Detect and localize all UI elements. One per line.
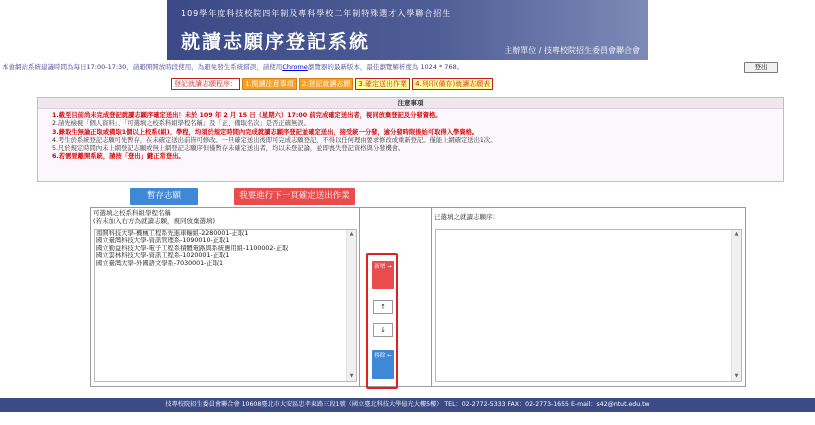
list-item[interactable]: 國立臺灣科技大學-資訊管理系-1090010-正取1 [96, 237, 230, 245]
step-bar [171, 78, 493, 90]
notes-heading: 注意事項 [38, 98, 783, 109]
list-item[interactable]: 國立勤益科技大學-電子工程系積體電路與系統應用組-1100002-正取 [96, 244, 289, 252]
notice-text-before: 本會網站系統建議時間為每日17:00-17:30，請避開開放時段使用，為避免發生系統錯誤，請使用 [2, 63, 283, 71]
control-frame [366, 253, 398, 389]
move-down-button[interactable]: ↓ [373, 323, 393, 337]
note-item: 6.若需要離開系統，請按「登出」鍵正常登出。 [52, 153, 185, 161]
step-3[interactable]: 3.確定送出作業 [355, 78, 410, 90]
selected-list[interactable] [435, 229, 742, 382]
note-item: 3.錄取生無論正取或備取1個以上校系(組)、學程，均須於規定時間內完成就讀志願序登記並確定送出，接受統一分發，逾分發時限後始可取得入學資格。 [52, 128, 479, 136]
notes-panel [37, 97, 784, 182]
footer: 技專校院招生委員會聯合會 10608臺北市大安區忠孝東路三段1號（國立臺北科技大學億光大樓5樓） TEL：02-2772-5333 FAX：02-2773-1655 E-mail：s42@ntut.edu.tw [0, 398, 815, 412]
organizer-label: 主辦單位 / 技專校院招生委員會聯合會 [504, 46, 640, 55]
list-item[interactable]: 國立雲林科技大學-資訊工程系-1020001-正取1 [96, 252, 230, 260]
step-lead-label: 登記就讀志願程序： [171, 78, 240, 90]
scroll-down-icon[interactable]: ▼ [734, 373, 739, 379]
note-item: 5.凡於規定時間內未上網登記志願或無上網登記志願序但僅暫存未確定送出者，均以未登記論，並即喪失登記資格與分發機會。 [52, 145, 405, 153]
add-button[interactable]: 新增 → [372, 261, 394, 289]
header-subtitle: 109學年度科技校院四年制及專科學校二年制特殊選才入學聯合招生 [181, 9, 452, 18]
scrollbar[interactable] [346, 230, 356, 381]
note-item: 4.考生於系統登記志願可先暫存，在未確定送出前皆可修改。一旦確定送出後即可完成志願登記，不得以任何理由要求修改或重新登記。僅能上網確定送出1次。 [52, 136, 497, 144]
note-item: 1.截至目前尚未完成登記就讀志願序確定送出！未於 109 年 2 月 15 日（星期六）17:00 前完成確定送出者，視同放棄登記及分發資格。 [52, 112, 442, 119]
save-draft-button[interactable]: 暫存志願 [130, 188, 198, 205]
selected-title: 已選填之就讀志願序： [434, 213, 499, 221]
notice-text [2, 62, 463, 71]
available-title [93, 209, 215, 225]
available-list[interactable] [94, 229, 357, 382]
scroll-up-icon[interactable]: ▲ [734, 231, 739, 237]
list-item[interactable]: 南開科技大學-機械工程系先進車輛組-2280001-正取1 [96, 230, 249, 237]
step-4[interactable]: 4.列印(備存)就讀志願表 [412, 78, 493, 90]
available-column [91, 208, 360, 386]
control-column [360, 208, 432, 386]
step-2[interactable]: 2.登記就讀志願 [299, 78, 354, 90]
scroll-down-icon[interactable]: ▼ [349, 373, 354, 379]
notice-text-after: 瀏覽器的最新版本，最佳瀏覽解析度為 1024 * 768。 [307, 63, 464, 71]
selection-table [90, 207, 746, 387]
scroll-up-icon[interactable]: ▲ [349, 231, 354, 237]
page-title: 就讀志願序登記系統 [181, 31, 371, 53]
next-confirm-button[interactable]: 我要進行下一頁確定送出作業 [234, 188, 355, 205]
logout-button[interactable]: 登出 [744, 62, 778, 73]
available-title-line2: (若未加入右方為就讀志願，視同放棄選填) [93, 217, 216, 225]
header-banner [167, 0, 648, 60]
selected-column [432, 208, 746, 386]
available-title-line1: 可選填之校系科組學程名稱 [93, 209, 171, 217]
move-up-button[interactable]: ↑ [373, 300, 393, 314]
note-item: 2.請先檢視「個人資料」、「可選填之校系科組學程名稱」及「正、備取名次」是否正確無誤。 [52, 120, 310, 128]
scrollbar[interactable] [731, 230, 741, 381]
list-item[interactable]: 國立臺灣大學-外國語文學系-7030001-正取1 [96, 259, 224, 267]
notice-strip [0, 60, 815, 74]
step-1[interactable]: 1.閱讀注意事項 [242, 78, 297, 90]
notes-list [38, 109, 783, 162]
remove-button[interactable]: 移除 ← [372, 350, 394, 379]
chrome-link[interactable]: Chrome [282, 63, 308, 71]
